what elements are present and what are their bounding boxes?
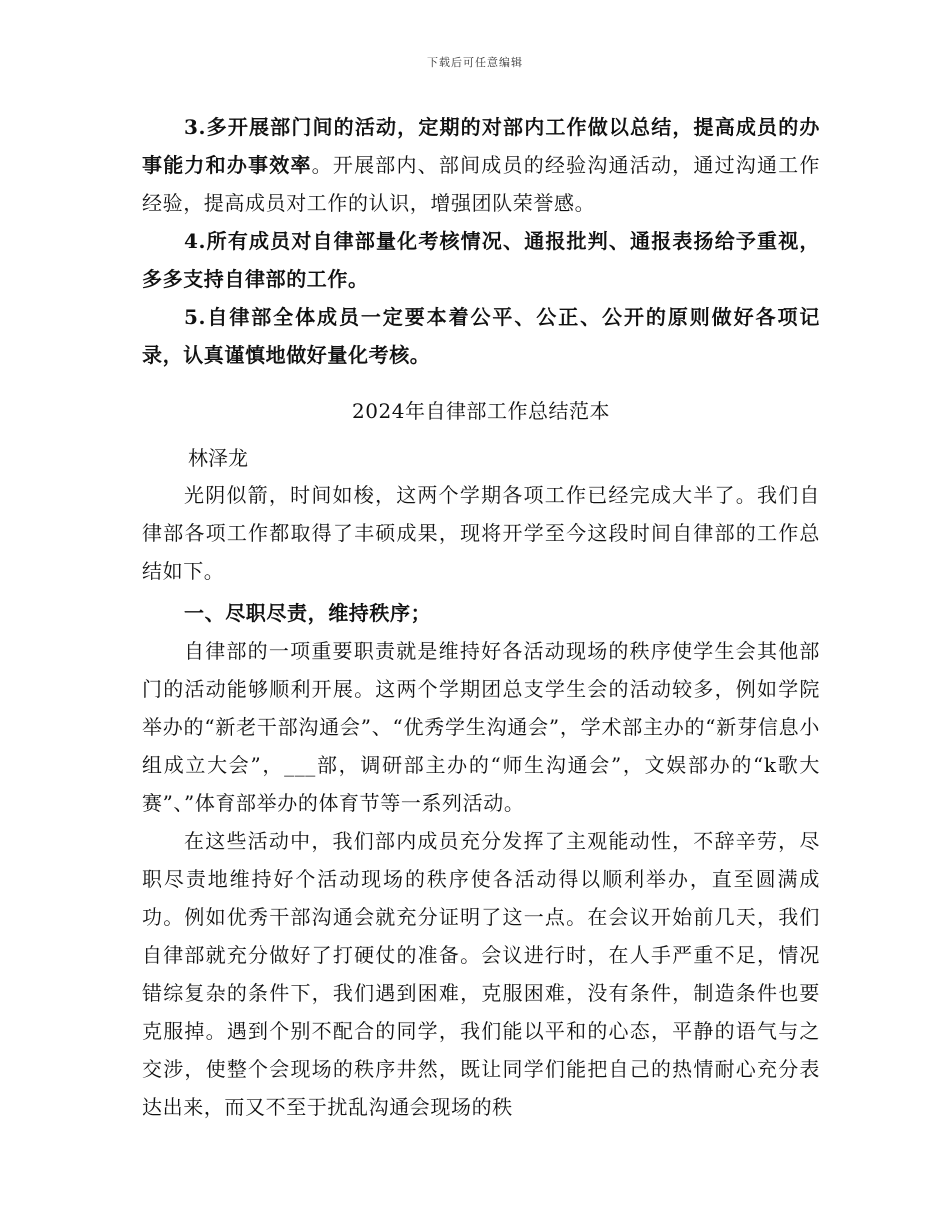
list-item-3	[142, 108, 820, 222]
intro-paragraph: 光阴似箭，时间如梭，这两个学期各项工作已经完成大半了。我们自律部各项工作都取得了丰硕成果，现将开学至今这段时间自律部的工作总结如下。	[142, 483, 820, 583]
body-paragraph-1: 自律部的一项重要职责就是维持好各活动现场的秩序使学生会其他部门的活动能够顺利开展。这两个学期团总支学生会的活动较多，例如学院举办的“新老干部沟通会”、“优秀学生沟通会”，学术部主办的“新芽信息小组成立大会”，___部，调研部主办的“师生沟通会”，文娱部办的“k歌大赛”、”体育部举办的体育节等一系列活动。	[142, 639, 820, 815]
document-title: 2024年自律部工作总结范本	[352, 399, 610, 423]
page-header-note: 下载后可任意编辑	[427, 56, 523, 69]
list-item-4: 4.所有成员对自律部量化考核情况、通报批判、通报表扬给予重视，多多支持自律部的工作。	[142, 229, 820, 291]
section-heading-1: 一、尽职尽责，维持秩序；	[184, 601, 432, 625]
body-paragraph-2: 在这些活动中，我们部内成员充分发挥了主观能动性，不辞辛劳，尽职尽责地维持好个活动现场的秩序使各活动得以顺利举办，直至圆满成功。例如优秀干部沟通会就充分证明了这一点。在会议开始前几天，我们自律部就充分做好了打硬仗的准备。会议进行时，在人手严重不足，情况错综复杂的条件下，我们遇到困难，克服困难，没有条件，制造条件也要克服掉。遇到个别不配合的同学，我们能以平和的心态，平静的语气与之交涉，使整个会现场的秩序井然，既让同学们能把自己的热情耐心充分表达出来，而又不至于扰乱沟通会现场的秩	[142, 829, 820, 1119]
author-name: 林泽龙	[188, 446, 248, 470]
list-item-3-bold: 3.多开展部门间的活动，定期的对部内工作做以总结，提高成员的办事能力和办事效率	[142, 115, 820, 177]
list-item-5: 5.自律部全体成员一定要本着公平、公正、公开的原则做好各项记录，认真谨慎地做好量化考核。	[142, 305, 820, 367]
list-item-3-rest: 。开展部内、部间成员的经验沟通活动，通过沟通工作经验，提高成员对工作的认识，增强团队荣誉感。	[142, 153, 820, 215]
document-body	[142, 108, 820, 1126]
